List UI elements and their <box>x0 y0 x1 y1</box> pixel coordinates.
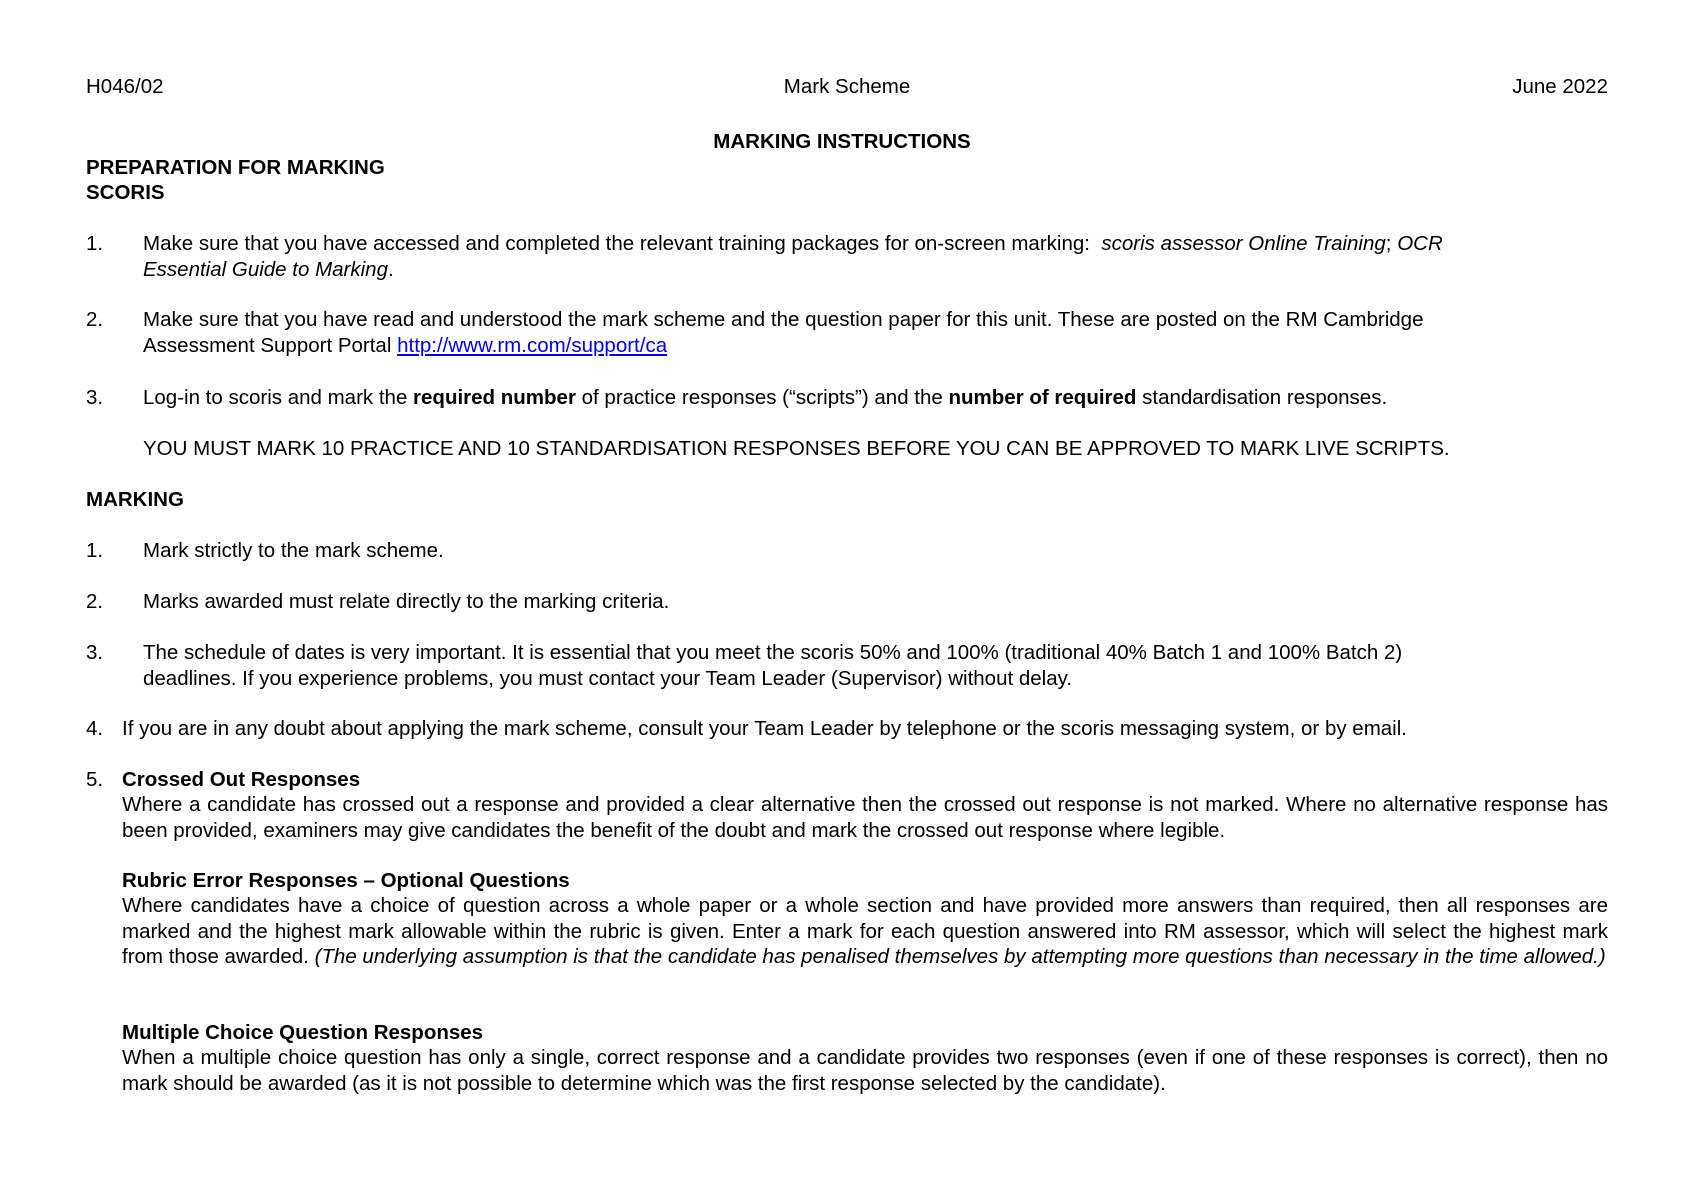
marking-item-2-text: Marks awarded must relate directly to the marking criteria. <box>143 590 670 613</box>
marking-item-3-number: 3. <box>86 641 104 664</box>
header-paper-code: H046/02 <box>86 75 164 98</box>
prep-item-2-line-1: Make sure that you have read and understood the mark scheme and the question paper for this unit. These are posted on the RM Cambridge <box>143 308 1424 331</box>
mcq-text: When a multiple choice question has only a single, correct response and a candidate provides two responses (even if one of these responses is correct), then no mark should be awarded (as it is not possible to determine which was the first response selected by the candidate). <box>122 1046 1608 1095</box>
header-date: June 2022 <box>1512 75 1608 98</box>
prep-item-1-part-b: ; <box>1385 232 1398 255</box>
prep-item-1-italic-b: OCR <box>1397 232 1443 255</box>
marking-item-3-text <box>143 640 1608 691</box>
marking-item-5-number: 5. <box>86 768 104 791</box>
prep-heading: PREPARATION FOR MARKING <box>86 156 385 179</box>
prep-item-1-italic-a: scoris assessor Online Training <box>1101 232 1386 255</box>
prep-item-2-number: 2. <box>86 308 104 331</box>
scoris-heading: SCORIS <box>86 181 165 204</box>
prep-item-3-number: 3. <box>86 386 104 409</box>
prep-item-3-text <box>143 385 1608 411</box>
page-title: MARKING INSTRUCTIONS <box>713 130 971 153</box>
standardisation-notice: YOU MUST MARK 10 PRACTICE AND 10 STANDARDISATION RESPONSES BEFORE YOU CAN BE APPROVED TO MARK LIVE SCRIPTS. <box>143 437 1450 460</box>
crossed-out-heading: Crossed Out Responses <box>122 768 361 791</box>
marking-item-4-text: If you are in any doubt about applying the mark scheme, consult your Team Leader by telephone or the scoris messaging system, or by email. <box>122 717 1407 740</box>
prep-item-1-part-c: . <box>387 257 394 281</box>
marking-item-1-number: 1. <box>86 539 104 562</box>
prep-item-2-line-2: Assessment Support Portal <box>143 333 398 357</box>
rubric-error-text <box>122 893 1614 970</box>
marking-item-3-line-1: The schedule of dates is very important. It is essential that you meet the scoris 50% and 100% (traditional 40% Batch 1 and 100% Batch 2) <box>143 641 1403 664</box>
rubric-error-heading: Rubric Error Responses – Optional Questions <box>122 869 570 892</box>
prep-item-3-part-a: Log-in to scoris and mark the <box>143 386 414 409</box>
rubric-error-italic-note: (The underlying assumption is that the candidate has penalised themselves by attempting more questions than necessary in the time allowed.) <box>314 945 1606 968</box>
support-portal-link[interactable]: http://www.rm.com/support/ca <box>397 333 668 357</box>
prep-item-1-italic-c: Essential Guide to Marking <box>143 257 388 281</box>
crossed-out-text: Where a candidate has crossed out a response and provided a clear alternative then the crossed out response is not marked. Where no alternative response has been provided, examiners may give candidates the benefit of the doubt and mark the crossed out response where legible. <box>122 793 1608 842</box>
prep-item-1-number: 1. <box>86 232 104 255</box>
prep-item-3-bold-b: number of required <box>948 386 1137 409</box>
mcq-heading: Multiple Choice Question Responses <box>122 1021 484 1044</box>
rubric-error-body: Where candidates have a choice of question across a whole paper or a whole section and have provided more answers than required, then all responses are marked and the highest mark allowable within the rubric is given. Enter a mark for each question answered into RM assessor, which will select the highest mark from those awarded. <box>122 894 1614 968</box>
marking-item-1-text: Mark strictly to the mark scheme. <box>143 539 444 562</box>
marking-item-2-number: 2. <box>86 590 104 613</box>
prep-item-3-bold-a: required number <box>413 386 576 409</box>
prep-item-1-text <box>143 231 1608 282</box>
prep-item-2-text <box>143 307 1608 358</box>
page-header <box>86 73 1608 103</box>
marking-heading: MARKING <box>86 488 184 511</box>
prep-item-3-part-b: of practice responses (“scripts”) and the <box>575 386 949 409</box>
prep-item-3-part-c: standardisation responses. <box>1136 386 1388 409</box>
header-title: Mark Scheme <box>783 75 911 98</box>
marking-item-4-number: 4. <box>86 717 104 740</box>
prep-item-1-part-a: Make sure that you have accessed and completed the relevant training packages for on-screen marking: <box>143 232 1102 255</box>
marking-item-3-line-2: deadlines. If you experience problems, you must contact your Team Leader (Supervisor) without delay. <box>143 666 1073 690</box>
